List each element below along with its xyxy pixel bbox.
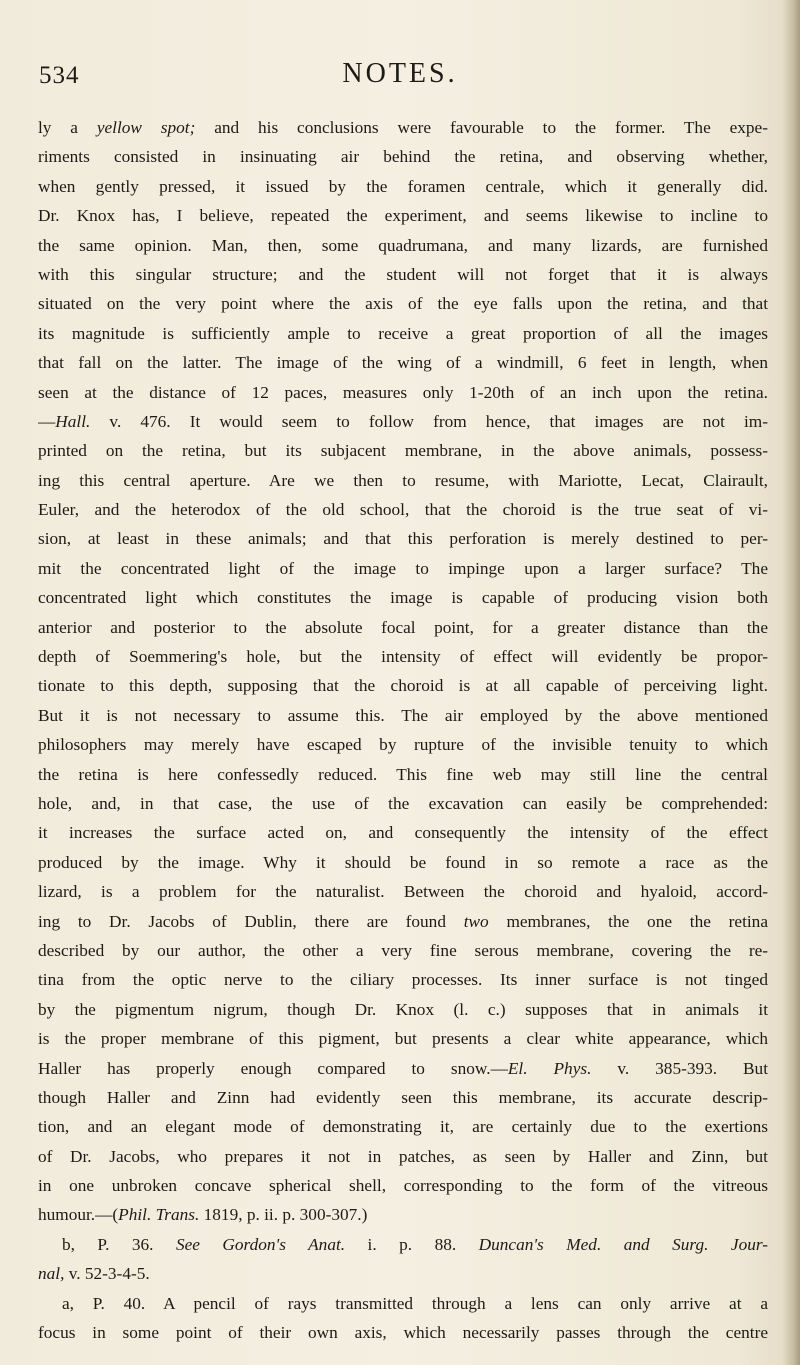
- italic-text: nal,: [38, 1264, 65, 1284]
- text-line: [38, 113, 768, 142]
- text-segment: described by our author, the other a very fine serous membrane, covering the re-: [38, 940, 768, 960]
- text-segment: and his conclusions were favourable to the former. The expe-: [195, 118, 768, 137]
- text-segment: sion, at least in these animals; and that this perforation is merely destined to per-: [38, 529, 768, 549]
- text-line: [38, 907, 768, 936]
- text-segment: humour.—(: [38, 1205, 119, 1225]
- italic-text: Duncan's Med. and Surg. Jour-: [478, 1234, 768, 1254]
- text-line: [38, 583, 768, 612]
- notes-text: [38, 113, 768, 1347]
- text-line: [38, 466, 768, 495]
- text-line: [38, 1054, 768, 1083]
- text-line: [38, 1200, 768, 1229]
- text-line: [38, 378, 768, 407]
- text-segment: But it is not necessary to assume this. The air employed by the above mentioned: [38, 705, 768, 725]
- text-line: [38, 848, 768, 877]
- text-line: [38, 760, 768, 789]
- text-segment: v. 52-3-4-5.: [64, 1264, 150, 1284]
- text-segment: tion, and an elegant mode of demonstrating it, are certainly due to the exertions: [38, 1117, 768, 1137]
- text-segment: though Haller and Zinn had evidently seen this membrane, its accurate descrip-: [38, 1087, 768, 1107]
- italic-text: Phil. Trans.: [118, 1205, 200, 1225]
- page-edge-shadow: [782, 0, 800, 1365]
- text-line: [38, 201, 768, 230]
- text-line: [38, 1171, 768, 1200]
- text-line: [38, 142, 768, 171]
- text-segment: ly a: [38, 118, 97, 137]
- text-line: [38, 995, 768, 1024]
- italic-text: El. Phys.: [507, 1058, 592, 1078]
- text-segment: ing to Dr. Jacobs of Dublin, there are found: [38, 911, 464, 931]
- text-line: [38, 701, 768, 730]
- text-line: [38, 554, 768, 583]
- text-segment: Haller has properly enough compared to snow.—: [38, 1058, 508, 1078]
- text-segment: mit the concentrated light of the image to impinge upon a larger surface? The: [38, 558, 768, 578]
- text-line: [38, 877, 768, 906]
- text-segment: anterior and posterior to the absolute focal point, for a greater distance than the: [38, 617, 768, 637]
- text-segment: with this singular structure; and the student will not forget that it is always: [38, 264, 768, 284]
- text-segment: in one unbroken concave spherical shell, corresponding to the form of the vitreous: [38, 1176, 768, 1196]
- italic-text: Hall.: [55, 411, 91, 431]
- text-segment: seen at the distance of 12 paces, measures only 1-20th of an inch upon the retina.: [38, 382, 768, 402]
- text-segment: Dr. Knox has, I believe, repeated the experiment, and seems likewise to incline to: [38, 206, 768, 226]
- text-segment: printed on the retina, but its subjacent membrane, in the above animals, possess-: [38, 441, 768, 461]
- text-line: [38, 524, 768, 553]
- page-number: 534: [39, 62, 80, 89]
- text-line: [38, 1259, 768, 1288]
- text-segment: v. 476. It would seem to follow from hence, that images are not im-: [90, 411, 768, 431]
- text-segment: hole, and, in that case, the use of the excavation can easily be comprehended:: [38, 793, 768, 813]
- text-line: [38, 1024, 768, 1053]
- running-title: NOTES.: [342, 58, 458, 89]
- italic-text: two: [463, 911, 489, 931]
- text-line: [38, 1318, 768, 1347]
- text-segment: situated on the very point where the axis of the eye falls upon the retina, and that: [38, 294, 768, 314]
- text-segment: 1819, p. ii. p. 300-307.): [199, 1205, 368, 1225]
- italic-text: yellow spot;: [96, 118, 196, 137]
- text-segment: the same opinion. Man, then, some quadrumana, and many lizards, are furnished: [38, 235, 768, 255]
- text-line: [38, 642, 768, 671]
- text-line: [38, 1142, 768, 1171]
- text-line: [38, 965, 768, 994]
- text-segment: riments consisted in insinuating air behind the retina, and observing whether,: [38, 147, 768, 167]
- text-line: [38, 231, 768, 260]
- text-segment: tionate to this depth, supposing that the choroid is at all capable of perceiving light.: [38, 676, 768, 696]
- text-line: [38, 671, 768, 700]
- text-line: [38, 1289, 768, 1318]
- text-segment: v. 385-393. But: [591, 1058, 768, 1078]
- text-segment: —: [38, 411, 56, 431]
- text-segment: when gently pressed, it issued by the foramen centrale, which it generally did.: [38, 176, 768, 196]
- text-line: [38, 348, 768, 377]
- text-segment: a, P. 40. A pencil of rays transmitted through a lens can only arrive at a: [62, 1293, 768, 1313]
- text-line: [38, 1112, 768, 1141]
- text-line: [38, 260, 768, 289]
- text-segment: focus in some point of their own axis, which necessarily passes through the centre: [38, 1323, 768, 1343]
- text-line: [38, 407, 768, 436]
- text-segment: ing this central aperture. Are we then to resume, with Mariotte, Lecat, Clairault,: [38, 470, 768, 490]
- text-segment: depth of Soemmering's hole, but the intensity of effect will evidently be propor-: [38, 647, 768, 667]
- text-segment: Euler, and the heterodox of the old school, that the choroid is the true seat of vi-: [38, 500, 768, 520]
- running-head: [0, 58, 800, 98]
- text-line: [38, 1083, 768, 1112]
- text-segment: concentrated light which constitutes the image is capable of producing vision both: [38, 588, 768, 608]
- italic-text: See Gordon's Anat.: [175, 1234, 346, 1254]
- text-segment: philosophers may merely have escaped by rupture of the invisible tenuity to which: [38, 735, 768, 755]
- text-line: [38, 789, 768, 818]
- text-line: [38, 730, 768, 759]
- text-segment: tina from the optic nerve to the ciliary processes. Its inner surface is not tinged: [38, 970, 768, 990]
- text-line: [38, 172, 768, 201]
- text-segment: its magnitude is sufficiently ample to receive a great proportion of all the images: [38, 323, 768, 343]
- text-segment: produced by the image. Why it should be found in so remote a race as the: [38, 852, 768, 872]
- text-line: [38, 936, 768, 965]
- text-segment: b, P. 36.: [62, 1234, 176, 1254]
- text-line: [38, 818, 768, 847]
- text-segment: is the proper membrane of this pigment, but presents a clear white appearance, which: [38, 1029, 768, 1049]
- text-segment: the retina is here confessedly reduced. This fine web may still line the central: [38, 764, 768, 784]
- text-segment: it increases the surface acted on, and consequently the intensity of the effect: [38, 823, 768, 843]
- text-segment: by the pigmentum nigrum, though Dr. Knox (l. c.) supposes that in animals it: [38, 999, 768, 1019]
- text-line: [38, 436, 768, 465]
- text-segment: i. p. 88.: [345, 1234, 479, 1254]
- text-line: [38, 495, 768, 524]
- text-segment: of Dr. Jacobs, who prepares it not in patches, as seen by Haller and Zinn, but: [38, 1146, 768, 1166]
- text-line: [38, 1230, 768, 1259]
- text-line: [38, 613, 768, 642]
- text-segment: lizard, is a problem for the naturalist. Between the choroid and hyaloid, accord-: [38, 882, 768, 902]
- text-segment: membranes, the one the retina: [488, 911, 768, 931]
- text-line: [38, 319, 768, 348]
- text-segment: that fall on the latter. The image of the wing of a windmill, 6 feet in length, when: [38, 353, 768, 373]
- text-line: [38, 289, 768, 318]
